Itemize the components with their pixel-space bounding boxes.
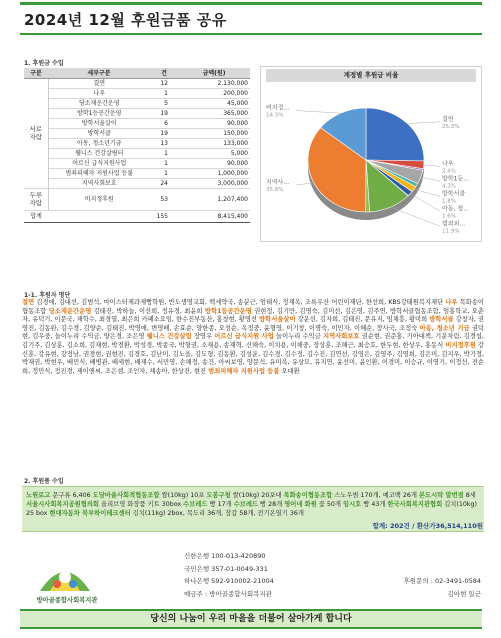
pie-slice-percent: 1.8% [442,198,456,205]
sponsor-category-label: 방학서클 [429,316,454,324]
pie-leader-line [424,165,440,166]
pie-slice-percent: 25.3% [442,123,460,130]
table-row [24,108,250,118]
table-total-row [24,210,250,222]
goods-items: 8세 [463,492,476,499]
goods-items: 빵 17개 [207,501,234,508]
row-count: 1 [150,158,178,168]
row-subcategory: 방학1등공간운영 [48,108,150,118]
top-rule [20,2,482,5]
sponsor-names: 권순현, 권준홍, 기아대책, 기운차림, 김경섭, 김기주, 김상훈, 김소희, 김재현, 박경환, 박성경, 박종국, 박형권, 소재용, 송재혁, 신해숙, 이치용, 이해중, 정상훈, 조해근, 최승호, 한두현, 한상우, 홍동식 [22,333,484,349]
sponsor-paragraph [22,299,484,376]
row-amount: 133,000 [178,138,250,148]
pie-slice-label: 범죄피... [442,220,466,228]
table-row [24,178,250,188]
table-row [24,98,250,108]
row-amount: 5,000 [178,148,250,158]
row-count: 1 [150,148,178,158]
col-header-amount: 금액(원) [178,68,250,78]
row-amount: 365,000 [178,108,250,118]
row-subcategory: 아동, 청소년기금 [48,138,150,148]
row-subcategory: 지역사회보호 [48,178,150,188]
contact-person: 김아현 일군 [447,589,481,598]
sponsor-names: 김태진, 박하늘, 이선희, 정유경, 최윤희 [91,307,205,315]
row-subcategory: 어르신 급식지원사업 [48,158,150,168]
total-count: 155 [150,210,178,222]
table-row [24,88,250,98]
row-count: 5 [150,98,178,108]
group-label-private [24,78,48,188]
bank-info [184,550,274,600]
row-subcategory: 방학서울살이 [48,118,150,128]
sponsor-category-label: 비지정후원 [445,341,476,349]
goods-donor-name: 수브레드 [233,501,259,508]
pie-chart [260,82,482,240]
total-label: 합계 [24,210,48,222]
pie-slice-percent: 35.6% [266,187,284,194]
pie-slice-label: 결연 [442,115,454,123]
goods-items: 쌀(10kg) 20포대 [230,492,284,499]
sponsor-names: 강창자, 권영진, 김동완, 김수경, 김양순, 김태진, 박영애, 변영배, 손효순, 양한종, 오성순, 옥정중, 윤형영, 이기창, 이명숙, 이민자, 이혜순, 장사국, 조정숙 [22,316,485,332]
contact-phone: 후원문의 : 02-3491-0584 [403,577,481,585]
pie-leader-line [391,207,440,226]
pie-slice-label: 아동, 청... [442,205,469,213]
row-subcategory: 나우 [48,88,150,98]
pie-leader-line [410,194,440,212]
col-header-category: 구분 [24,68,48,78]
goods-donor-name: 임시호 [343,501,362,508]
section-sponsors-heading: 1-1. 후원자 명단 [24,292,71,299]
pie-slice-percent: 11.9% [442,228,460,235]
goods-donor-name: 본도시락 말번점 [418,492,464,499]
sponsor-category-label: 방학1등공간운영 [204,307,252,315]
sponsor-category-label: 지역사회보호 [323,333,360,341]
sponsor-names: 김경애, 김대선, 김범석, 마이스터제과제빵학원, 반도생명교회, 백세약국, 송분근, 엄태식, 정재옥, 조록우산 어린이재단, 한선희, KBS강태원복지재단 [34,299,446,306]
table-row [24,158,250,168]
goods-items: 꽃 50개 [316,501,344,508]
group-dudu-line1: 두루 [29,191,43,199]
chart-title: 계정별 후원금 비율 [266,69,476,82]
table-row [24,188,250,210]
sponsor-names: 권현정, 김기만, 김명숙, 김미선, 김은영, 김주연, 방학서클협동조합, 엄홍학교, 오춘자, 유덕기, 이문국, 채학수, 최경열, 최은희 카페소요임, 한수진부동산, 홍창현, 황명선 [22,307,484,324]
org-name: 방아골종합사회복지관 [36,597,98,604]
contact-info [404,575,481,600]
row-amount: 200,000 [178,88,250,98]
table-row [24,118,250,128]
goods-items: 쌀(10kg) 10포 [159,492,207,499]
row-count: 24 [150,178,178,188]
goods-total: 합계: 202건 / 환산가36,514,110원 [372,522,483,530]
pie-slice-percent: 4.3% [442,183,456,190]
pie-leader-line [414,189,440,196]
goods-items: 올리브영 화장품 키트 30box [99,501,184,508]
goods-donor-name: 도봉구청 [206,492,231,499]
sponsor-names: 놀이누리 수익금 [273,333,324,341]
row-amount: 3,000,000 [178,178,250,188]
pie-leader-line [296,111,341,114]
row-count: 1 [150,88,178,98]
goods-items: 스노우범 170개, 예코백 26개 [332,492,419,499]
table-row [24,148,250,158]
sponsor-category-label: 어르신 급식지원 사업 [214,333,274,341]
sponsor-names: 목화송이협동조합 [22,299,484,315]
pie-slice [366,108,424,161]
goods-donor-name: 현대자동차 북부하이테크센터 [49,510,131,517]
table-row [24,138,250,148]
goods-items: 김치(11kg) 2box, 목도리 36개, 장갑 58개, 전기온열기 36개 [130,510,304,517]
bank-line-kookmin: 국민은행 357-01-0049-331 [184,564,268,573]
row-count: 53 [150,188,178,210]
goods-items: 빵 28개 [258,501,285,508]
goods-donor-name: 영어네 화원 [284,501,317,508]
row-amount: 2,130,000 [178,78,250,88]
row-count: 19 [150,128,178,138]
title-rule [20,33,482,35]
table-header-row [24,68,250,78]
sponsor-category-label: 나우 [445,299,458,306]
row-amount: 150,000 [178,128,250,138]
goods-donor-name: 목화송이협동조합 [283,492,333,499]
table-row [24,168,250,178]
row-count: 13 [150,138,178,148]
row-amount: 1,000,000 [178,168,250,178]
row-amount: 1,207,400 [178,188,250,210]
group-private-line2: 자람 [29,133,43,141]
row-subcategory: 범죄피해자 지원사업 등불 [48,168,150,178]
goods-donor-name: 한국사회복지관협회 [387,501,443,508]
goods-items: 김치(10kg) 25 box [26,501,477,517]
goods-items: 빵 43개 [361,501,388,508]
row-subcategory: 결연 [48,78,150,88]
goods-donor-name: 도담마을사회적협동조합 [92,492,160,499]
page-title: 2024년 12월 후원금품 공유 [24,11,227,29]
bank-account-holder: 예금주 : 방아골종합사회복지관 [184,589,272,598]
group-label-dudu [24,188,48,210]
org-logo-icon [30,551,100,597]
row-subcategory: 비지정후원 [48,188,150,210]
bank-line-shinhan: 신한은행 100-013-420890 [184,552,266,560]
sponsor-category-label: 아동, 청소년 기금 [419,324,470,332]
group-private-line1: 서로 [29,125,43,133]
goods-donor-name: 수브레드 [183,501,208,508]
col-header-subcategory: 세부구분 [48,68,150,78]
sponsor-names: 장영우 [191,333,215,341]
goods-items: 문구류 6,406 [50,492,93,499]
donation-table [24,68,250,223]
row-amount: 90,000 [178,118,250,128]
total-amount: 8,415,400 [178,210,250,222]
footer-slogan: 당신의 나눔이 우리 마을을 더불어 살아가게 합니다 [20,609,482,629]
goods-donor-name: 노원로고 [26,492,51,499]
pie-slice-label: 지역사... [266,179,290,187]
col-header-count: 건 [150,68,178,78]
pie-leader-line [421,177,440,181]
pie-slice-label: 방학1등... [442,175,469,183]
row-count: 19 [150,108,178,118]
row-subcategory: 방학서클 [48,128,150,138]
pie-slice-label: 비지정... [266,104,290,112]
sponsor-category-label: 범죄피해자 지원사업 등불 [208,367,280,375]
pie-slice-percent: 1.6% [442,213,456,220]
pie-slice-label: 방학서클 [442,190,466,198]
table-row [24,78,250,88]
pie-slice-label: 나우 [442,160,454,168]
pie-slice-percent: 2.4% [442,168,456,175]
row-subcategory: 당소재운간운영 [48,98,150,108]
sponsor-names: 오대환 [279,367,300,375]
pie-leader-line [407,122,440,124]
goods-donor-name: 서울시사회복지공원협의회 [26,501,99,508]
total-spacer [48,210,150,222]
row-count: 1 [150,168,178,178]
sponsor-category-label: 당소재운간운영 [48,307,92,315]
sponsor-names: 강신훈, 강유현, 강정남, 권경현, 권현진, 김경호, 김난미, 김노을, 김도형, 김동환, 김성운, 김수경, 김수정, 김수진, 김연선, 김영은, 김영주, 김영희, 김은미, 김지우, 박기정, 박재권, 박현우, 배민식, 배병관, 배세현, 배재수, 서민영, 손해정, 송건, 아씨보영, 양문석, 유미옥, 유상모, 유지연, 윤선미, 윤인환, 이경미, 이승규, 이영기, 이정선, 전순희, 정민식, 정진경, 제이앤씨, 조은샘, 조인자, 채송아, 한상진, 현진 [22,341,485,375]
pie-slice-percent: 14.3% [266,112,284,119]
section-goods-heading: 2. 후원품 수입 [24,478,64,485]
row-count: 12 [150,78,178,88]
group-dudu-line2: 자람 [29,199,43,207]
table-row [24,128,250,138]
row-subcategory: 웰니스 건강살림터 [48,148,150,158]
sponsor-list [22,299,484,475]
sponsor-category-label: 웰니스 건강살림 [146,333,192,341]
row-amount: 45,000 [178,98,250,108]
section-cash-heading: 1. 후원금 수입 [24,60,64,67]
row-amount: 90,000 [178,158,250,168]
sponsor-category-label: 결연 [22,299,35,306]
bank-line-hana: 하나은행 592-910002-21004 [184,577,274,585]
sponsor-names: 강운선, 김자희, 김태진, 문유지, 임채흥, 황미희 [295,316,430,324]
row-count: 6 [150,118,178,128]
sponsor-names: 권덕현, 김우중, 놀이누리 수익금, 양은경, 조은영 [22,324,485,341]
sponsor-category-label: 방학서울살이 [259,316,296,324]
